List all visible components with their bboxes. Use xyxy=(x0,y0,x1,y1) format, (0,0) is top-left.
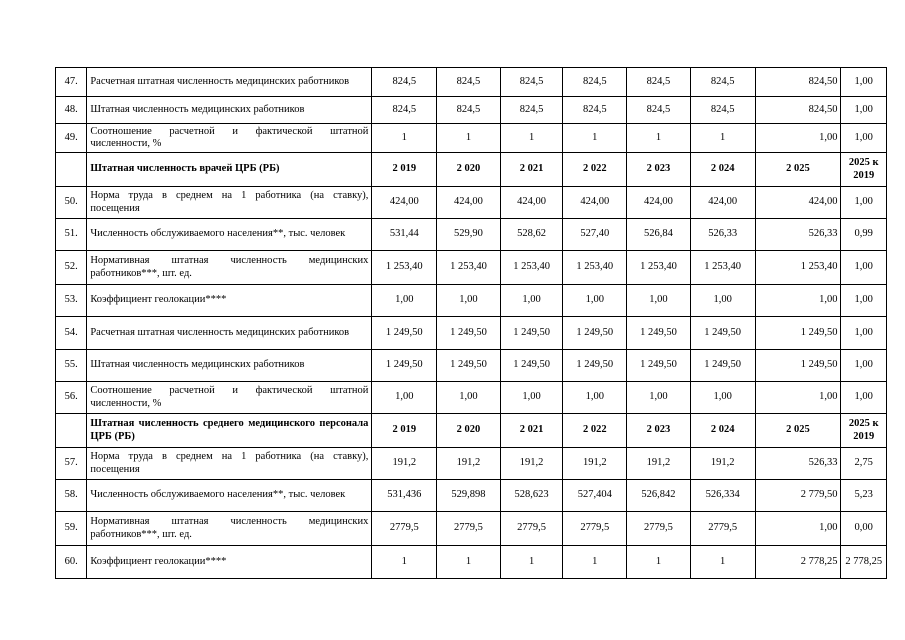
value-cell: 424,00 xyxy=(372,187,437,219)
value-cell: 2779,5 xyxy=(627,512,691,546)
value-cell: 1,00 xyxy=(372,382,437,414)
value-cell: 531,436 xyxy=(372,480,437,512)
value-cell: 2 021 xyxy=(500,153,563,187)
value-cell: 824,5 xyxy=(563,68,627,97)
value-cell: 529,898 xyxy=(437,480,501,512)
value-cell: 1 253,40 xyxy=(755,251,841,285)
value-cell: 2779,5 xyxy=(563,512,627,546)
value-cell: 2 779,50 xyxy=(755,480,841,512)
value-cell: 529,90 xyxy=(437,219,501,251)
value-cell: 424,00 xyxy=(755,187,841,219)
table-body xyxy=(56,68,887,579)
row-label: Численность обслуживаемого населения**, тыс. человек xyxy=(87,219,372,251)
value-cell: 1,00 xyxy=(627,382,691,414)
row-number: 49. xyxy=(56,124,87,153)
value-cell: 1,00 xyxy=(755,124,841,153)
value-cell: 1,00 xyxy=(755,512,841,546)
row-label: Нормативная штатная численность медицинских работников***, шт. ед. xyxy=(87,512,372,546)
value-cell: 1,00 xyxy=(372,285,437,317)
value-cell: 191,2 xyxy=(500,448,563,480)
value-cell: 191,2 xyxy=(690,448,755,480)
value-cell: 1,00 xyxy=(627,285,691,317)
value-cell: 1 xyxy=(627,124,691,153)
value-cell: 1 xyxy=(372,124,437,153)
ratio-cell: 1,00 xyxy=(841,251,887,285)
table-row xyxy=(56,68,887,97)
value-cell: 424,00 xyxy=(437,187,501,219)
ratio-cell: 1,00 xyxy=(841,68,887,97)
value-cell: 1,00 xyxy=(437,382,501,414)
table-row xyxy=(56,382,887,414)
row-number xyxy=(56,153,87,187)
value-cell: 1 249,50 xyxy=(563,317,627,350)
section-title: Штатная численность среднего медицинского персонала ЦРБ (РБ) xyxy=(87,414,372,448)
table-row xyxy=(56,480,887,512)
value-cell: 2 019 xyxy=(372,153,437,187)
value-cell: 2779,5 xyxy=(500,512,563,546)
value-cell: 526,33 xyxy=(690,219,755,251)
value-cell: 824,5 xyxy=(563,97,627,124)
value-cell: 1,00 xyxy=(690,382,755,414)
value-cell: 1,00 xyxy=(755,285,841,317)
ratio-cell: 0,99 xyxy=(841,219,887,251)
value-cell: 1 249,50 xyxy=(500,350,563,382)
value-cell: 1 253,40 xyxy=(690,251,755,285)
value-cell: 824,5 xyxy=(690,68,755,97)
value-cell: 1 249,50 xyxy=(372,350,437,382)
table-row xyxy=(56,219,887,251)
value-cell: 1 249,50 xyxy=(500,317,563,350)
value-cell: 528,623 xyxy=(500,480,563,512)
ratio-cell: 1,00 xyxy=(841,187,887,219)
value-cell: 526,334 xyxy=(690,480,755,512)
value-cell: 527,404 xyxy=(563,480,627,512)
value-cell: 2 022 xyxy=(563,414,627,448)
value-cell: 527,40 xyxy=(563,219,627,251)
value-cell: 191,2 xyxy=(437,448,501,480)
value-cell: 824,5 xyxy=(372,97,437,124)
row-number: 55. xyxy=(56,350,87,382)
row-label: Коэффициент геолокации**** xyxy=(87,285,372,317)
ratio-cell: 0,00 xyxy=(841,512,887,546)
row-number: 51. xyxy=(56,219,87,251)
value-cell: 1,00 xyxy=(563,382,627,414)
value-cell: 824,5 xyxy=(372,68,437,97)
row-number: 56. xyxy=(56,382,87,414)
value-cell: 2779,5 xyxy=(690,512,755,546)
value-cell: 1 xyxy=(563,546,627,579)
ratio-cell: 1,00 xyxy=(841,124,887,153)
row-number: 48. xyxy=(56,97,87,124)
value-cell: 1 249,50 xyxy=(755,350,841,382)
value-cell: 2 024 xyxy=(690,153,755,187)
value-cell: 2 024 xyxy=(690,414,755,448)
row-label: Штатная численность медицинских работников xyxy=(87,350,372,382)
row-number xyxy=(56,414,87,448)
value-cell: 1 xyxy=(437,124,501,153)
value-cell: 526,84 xyxy=(627,219,691,251)
value-cell: 1 253,40 xyxy=(627,251,691,285)
value-cell: 1,00 xyxy=(690,285,755,317)
row-label: Норма труда в среднем на 1 работника (на ставку), посещения xyxy=(87,448,372,480)
value-cell: 2 778,25 xyxy=(755,546,841,579)
ratio-cell: 1,00 xyxy=(841,317,887,350)
row-label: Нормативная штатная численность медицинских работников***, шт. ед. xyxy=(87,251,372,285)
row-number: 50. xyxy=(56,187,87,219)
value-cell: 1 xyxy=(500,546,563,579)
value-cell: 1 253,40 xyxy=(500,251,563,285)
value-cell: 1 249,50 xyxy=(690,317,755,350)
row-label: Численность обслуживаемого населения**, тыс. человек xyxy=(87,480,372,512)
value-cell: 2 023 xyxy=(627,153,691,187)
value-cell: 526,33 xyxy=(755,219,841,251)
value-cell: 1 xyxy=(372,546,437,579)
table-row xyxy=(56,124,887,153)
value-cell: 1,00 xyxy=(755,382,841,414)
value-cell: 1 253,40 xyxy=(563,251,627,285)
table-row xyxy=(56,317,887,350)
value-cell: 1,00 xyxy=(500,382,563,414)
row-number: 60. xyxy=(56,546,87,579)
ratio-cell: 1,00 xyxy=(841,285,887,317)
value-cell: 2779,5 xyxy=(372,512,437,546)
ratio-cell: 2025 к 2019 xyxy=(841,153,887,187)
ratio-cell: 5,23 xyxy=(841,480,887,512)
value-cell: 1 249,50 xyxy=(755,317,841,350)
value-cell: 824,5 xyxy=(437,68,501,97)
value-cell: 1 xyxy=(690,546,755,579)
value-cell: 1 253,40 xyxy=(437,251,501,285)
value-cell: 824,50 xyxy=(755,68,841,97)
value-cell: 191,2 xyxy=(563,448,627,480)
row-number: 53. xyxy=(56,285,87,317)
ratio-cell: 1,00 xyxy=(841,350,887,382)
value-cell: 424,00 xyxy=(563,187,627,219)
value-cell: 824,5 xyxy=(690,97,755,124)
value-cell: 1,00 xyxy=(500,285,563,317)
value-cell: 526,33 xyxy=(755,448,841,480)
ratio-cell: 1,00 xyxy=(841,97,887,124)
row-number: 54. xyxy=(56,317,87,350)
table-row xyxy=(56,350,887,382)
table-row xyxy=(56,448,887,480)
row-number: 57. xyxy=(56,448,87,480)
row-number: 47. xyxy=(56,68,87,97)
value-cell: 1 xyxy=(690,124,755,153)
row-label: Норма труда в среднем на 1 работника (на ставку), посещения xyxy=(87,187,372,219)
value-cell: 424,00 xyxy=(690,187,755,219)
value-cell: 2 025 xyxy=(755,414,841,448)
value-cell: 824,50 xyxy=(755,97,841,124)
value-cell: 191,2 xyxy=(627,448,691,480)
row-label: Расчетная штатная численность медицинских работников xyxy=(87,68,372,97)
value-cell: 1 249,50 xyxy=(627,350,691,382)
value-cell: 824,5 xyxy=(437,97,501,124)
row-number: 58. xyxy=(56,480,87,512)
value-cell: 424,00 xyxy=(627,187,691,219)
value-cell: 526,842 xyxy=(627,480,691,512)
row-label: Расчетная штатная численность медицинских работников xyxy=(87,317,372,350)
row-label: Соотношение расчетной и фактической штатной численности, % xyxy=(87,382,372,414)
value-cell: 1 249,50 xyxy=(690,350,755,382)
value-cell: 1 249,50 xyxy=(437,350,501,382)
table-row xyxy=(56,251,887,285)
value-cell: 824,5 xyxy=(500,97,563,124)
value-cell: 2 021 xyxy=(500,414,563,448)
row-label: Штатная численность медицинских работников xyxy=(87,97,372,124)
ratio-cell: 1,00 xyxy=(841,382,887,414)
value-cell: 2 020 xyxy=(437,153,501,187)
value-cell: 1 xyxy=(500,124,563,153)
value-cell: 1 249,50 xyxy=(437,317,501,350)
value-cell: 2 023 xyxy=(627,414,691,448)
value-cell: 191,2 xyxy=(372,448,437,480)
row-number: 59. xyxy=(56,512,87,546)
value-cell: 528,62 xyxy=(500,219,563,251)
section-header-row xyxy=(56,414,887,448)
value-cell: 824,5 xyxy=(627,68,691,97)
ratio-cell: 2,75 xyxy=(841,448,887,480)
value-cell: 1 249,50 xyxy=(563,350,627,382)
table-row xyxy=(56,187,887,219)
table-row xyxy=(56,97,887,124)
section-header-row xyxy=(56,153,887,187)
ratio-cell: 2025 к 2019 xyxy=(841,414,887,448)
value-cell: 2 025 xyxy=(755,153,841,187)
staffing-table xyxy=(55,67,887,579)
value-cell: 1 249,50 xyxy=(627,317,691,350)
section-title: Штатная численность врачей ЦРБ (РБ) xyxy=(87,153,372,187)
value-cell: 1,00 xyxy=(437,285,501,317)
value-cell: 824,5 xyxy=(500,68,563,97)
value-cell: 1 253,40 xyxy=(372,251,437,285)
row-number: 52. xyxy=(56,251,87,285)
value-cell: 1,00 xyxy=(563,285,627,317)
value-cell: 2 022 xyxy=(563,153,627,187)
row-label: Коэффициент геолокации**** xyxy=(87,546,372,579)
value-cell: 824,5 xyxy=(627,97,691,124)
value-cell: 2 019 xyxy=(372,414,437,448)
table-row xyxy=(56,285,887,317)
value-cell: 1 xyxy=(437,546,501,579)
value-cell: 424,00 xyxy=(500,187,563,219)
value-cell: 531,44 xyxy=(372,219,437,251)
row-label: Соотношение расчетной и фактической штатной численности, % xyxy=(87,124,372,153)
value-cell: 2779,5 xyxy=(437,512,501,546)
ratio-cell: 2 778,25 xyxy=(841,546,887,579)
table-row xyxy=(56,546,887,579)
value-cell: 2 020 xyxy=(437,414,501,448)
value-cell: 1 xyxy=(627,546,691,579)
value-cell: 1 249,50 xyxy=(372,317,437,350)
table-row xyxy=(56,512,887,546)
value-cell: 1 xyxy=(563,124,627,153)
